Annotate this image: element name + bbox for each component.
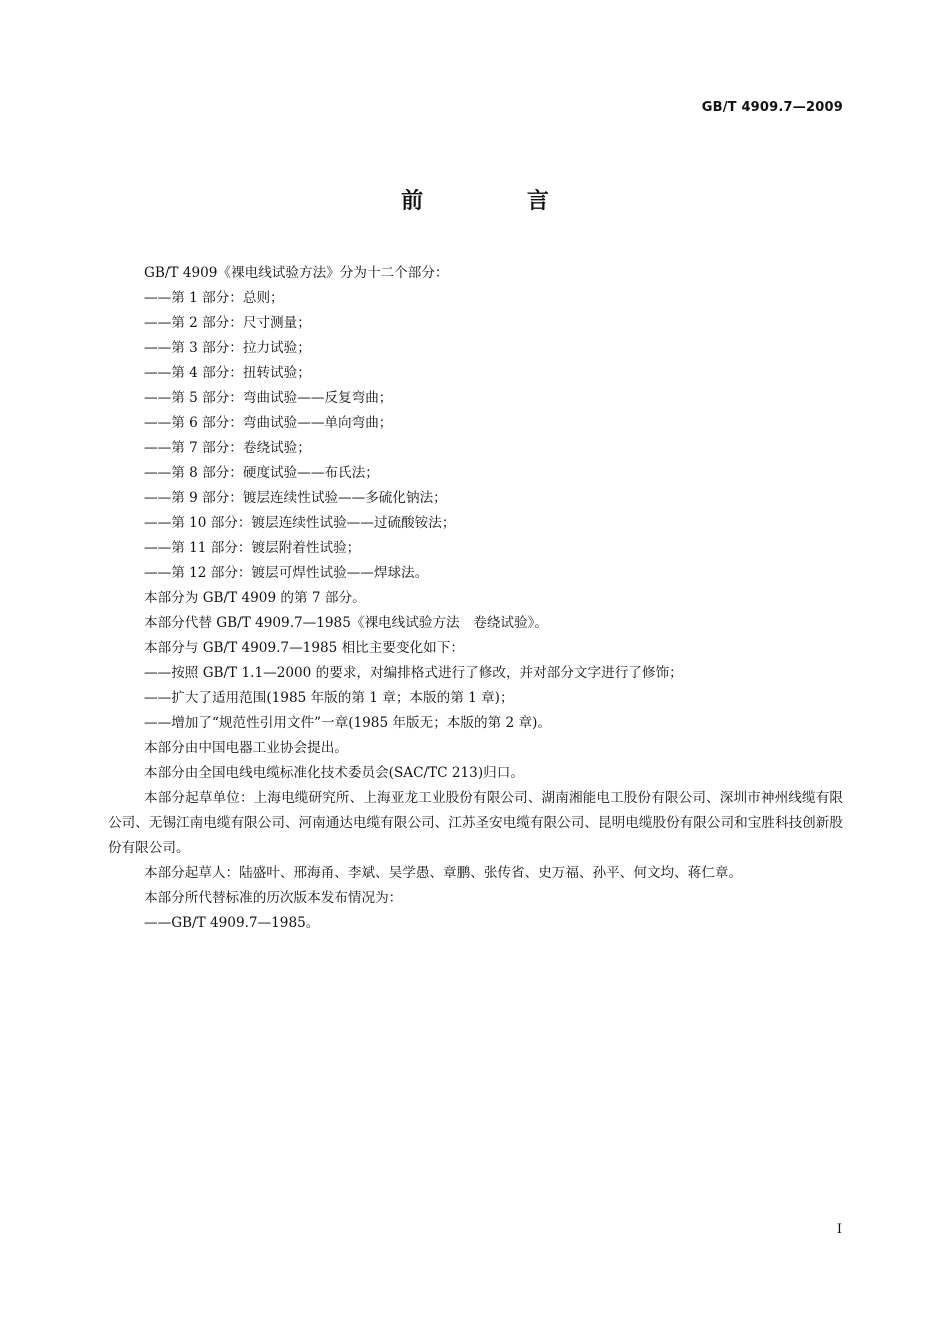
paragraph: 本部分与 GB/T 4909.7—1985 相比主要变化如下： [144,640,464,656]
list-item: ——第 1 部分：总则； [144,290,284,306]
list-item: ——第 2 部分：尺寸测量； [144,315,311,331]
list-item: ——第 4 部分：扭转试验； [144,365,311,381]
list-item: ——第 5 部分：弯曲试验——反复弯曲； [144,390,393,406]
page-number: I [836,1222,842,1237]
list-item: ——第 3 部分：拉力试验； [144,340,311,356]
list-item: ——扩大了适用范围(1985 年版的第 1 章；本版的第 1 章)； [144,690,514,706]
paragraph: 本部分为 GB/T 4909 的第 7 部分。 [144,590,366,606]
list-item: ——第 12 部分：镀层可焊性试验——焊球法。 [144,565,429,581]
page-title: 前 言 [401,189,597,214]
paragraph: GB/T 4909《裸电线试验方法》分为十二个部分： [144,265,449,281]
list-item: ——GB/T 4909.7—1985。 [144,915,320,931]
list-item: ——按照 GB/T 1.1—2000 的要求，对编排格式进行了修改，并对部分文字进行了修饰； [144,665,683,681]
list-item: ——第 8 部分：硬度试验——布氏法； [144,465,379,481]
list-item: ——第 9 部分：镀层连续性试验——多硫化钠法； [144,490,447,506]
paragraph: 本部分代替 GB/T 4909.7—1985《裸电线试验方法 卷绕试验》。 [144,615,548,631]
paragraph-drafters: 本部分起草人：陆盛叶、邢海甬、李斌、吴学愚、章鹏、张传省、史万福、孙平、何文均、蒋仁章。 [144,865,743,881]
paragraph-drafting-units: 本部分起草单位：上海电缆研究所、上海亚龙工业股份有限公司、湖南湘能电工股份有限公司、深圳市神州线缆有限公司、无锡江南电缆有限公司、河南通达电缆有限公司、江苏圣安电缆有限公司、昆明电缆股份有限公司和宝胜科技创新股份有限公司。 [108,790,843,856]
paragraph: 本部分由全国电线电缆标准化技术委员会(SAC/TC 213)归口。 [144,765,524,781]
list-item: ——第 11 部分：镀层附着性试验； [144,540,361,556]
foreword-body [108,261,843,936]
list-item: ——第 7 部分：卷绕试验； [144,440,311,456]
list-item: ——增加了“规范性引用文件”一章(1985 年版无；本版的第 2 章)。 [144,715,551,731]
paragraph: 本部分所代替标准的历次版本发布情况为： [144,890,403,906]
list-item: ——第 6 部分：弯曲试验——单向弯曲； [144,415,393,431]
paragraph: 本部分由中国电器工业协会提出。 [144,740,348,756]
list-item: ——第 10 部分：镀层连续性试验——过硫酸铵法； [144,515,456,531]
document-code: GB/T 4909.7—2009 [701,100,843,115]
